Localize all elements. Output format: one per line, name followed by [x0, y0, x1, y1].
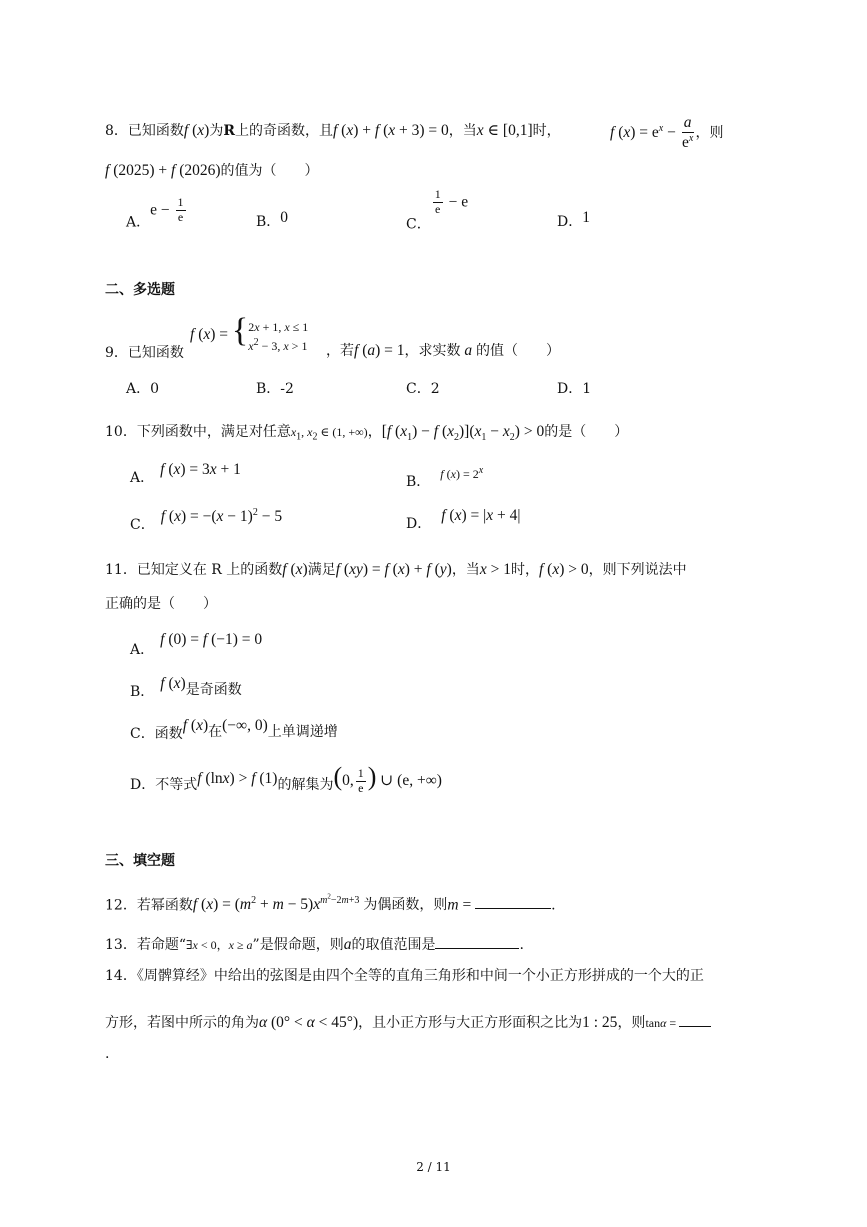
option-text: 不等式: [155, 777, 198, 793]
q13-number: 13．: [105, 937, 137, 953]
math: =: [458, 896, 476, 914]
math: (: [333, 762, 343, 791]
q11-text: ，则下列说法中: [588, 562, 687, 578]
q14-line3: .: [105, 1046, 110, 1062]
option-text: 的解集为: [277, 777, 334, 793]
math: x: [203, 326, 211, 343]
math: a: [343, 936, 352, 953]
math: f $(x) = (m^2 + m - 5)x^{m^2-2m+3}$: [192, 893, 360, 914]
math: (: [198, 326, 204, 343]
math: e: [435, 201, 441, 216]
q11-line2: 正确的是（ ）: [105, 596, 217, 612]
q10-number: 10．: [105, 424, 137, 440]
math: (2026): [179, 162, 221, 179]
q8-option-c: [406, 188, 468, 231]
q10-option-b: [406, 466, 483, 489]
q11-text: 已知定义在 R 上的函数: [136, 562, 283, 578]
math: (: [383, 122, 389, 139]
math: −: [663, 123, 680, 141]
option-label: D．: [557, 214, 583, 230]
q8-text: ，当: [448, 123, 477, 139]
q11-option-d: [130, 764, 442, 795]
q10-text: ，: [367, 424, 382, 440]
math: tanα =: [645, 1016, 680, 1030]
q8-option-d: [557, 210, 590, 229]
q10-text: 下列函数中，满足对任意: [136, 424, 291, 440]
q14-text: 《周髀算经》中给出的弦图是由四个全等的直角三角形和中间一个小正方形拼成的一个大的正: [136, 968, 704, 984]
q14-line1: [105, 969, 704, 983]
math: ) +: [353, 122, 375, 139]
q8-number: 8．: [105, 123, 128, 139]
math: ) = 1: [375, 342, 405, 359]
q8-text: ，则: [695, 124, 724, 141]
q12-text: 为偶函数，则: [363, 897, 448, 914]
math: (2025) +: [113, 162, 172, 179]
q14-text: ，则: [617, 1015, 646, 1031]
math: ) =: [210, 326, 232, 343]
math: ): [367, 762, 377, 791]
math: f: [374, 122, 384, 139]
math: (−∞, 0): [222, 717, 268, 734]
math-fraction: [682, 114, 694, 152]
q8-text: 上的奇函数，且: [234, 123, 333, 139]
q12-number: 12．: [105, 897, 137, 914]
math: ∃x < 0，x ≥ a: [186, 938, 253, 952]
math: a: [367, 342, 376, 359]
math: x: [476, 122, 484, 139]
q9-text: ，求实数: [404, 343, 461, 359]
q11-option-b: [130, 676, 242, 699]
option-label: B．: [130, 684, 155, 700]
math: x: [388, 122, 396, 139]
q12-line: [105, 894, 556, 913]
q8-text: 已知函数: [127, 123, 184, 139]
q8-text: 时，: [532, 123, 561, 139]
q14-number: 14．: [105, 968, 137, 984]
math: f (x): [282, 561, 308, 578]
math: 1: [177, 195, 184, 209]
q12-text: .: [551, 897, 556, 914]
option-label: D．: [130, 777, 156, 793]
math: f (x) > 0: [538, 561, 589, 578]
q11-line1: [105, 562, 687, 578]
math: 2x + 1, x ≤ 1: [248, 319, 309, 334]
q9-text: 已知函数: [127, 345, 184, 361]
answer-blank[interactable]: [435, 934, 519, 949]
math: x: [623, 123, 631, 141]
math: x: [346, 122, 354, 139]
q11-option-a: [130, 632, 262, 657]
math: f: [610, 123, 619, 141]
q9-line1b: [326, 343, 560, 359]
q11-option-c: [130, 718, 338, 741]
q11-text: 满足: [307, 562, 336, 578]
q11-number: 11．: [105, 562, 137, 578]
math-brace: {: [231, 312, 249, 349]
q13-text: 若命题“: [136, 937, 186, 953]
option-label: B．: [406, 474, 431, 490]
q13-line: [105, 934, 524, 953]
math-fraction: [356, 767, 366, 796]
math: f $(x) = 2^x$: [440, 465, 484, 481]
math: 1 : 25: [582, 1014, 618, 1031]
math: ): [204, 122, 210, 139]
math: 1: [434, 187, 441, 201]
option-label: D．: [406, 516, 432, 532]
q10-option-c: [130, 508, 282, 532]
math: − e: [444, 193, 469, 211]
math: a: [683, 114, 692, 131]
q14-line2: [105, 1012, 711, 1031]
q8-text: 的值为（ ）: [220, 163, 319, 179]
math-equation: f: [332, 122, 342, 139]
q9-option-a: A．0: [126, 381, 160, 397]
math: f (lnx) > f (1): [197, 770, 278, 787]
q9-line1: [105, 346, 184, 360]
math: e: [177, 209, 184, 224]
option-text: 是奇函数: [185, 682, 242, 698]
math: f (xy) = f (x) + f (y): [335, 561, 452, 578]
math: f: [105, 162, 114, 179]
q9-option-d: D．1: [557, 381, 592, 397]
math: α (0° < α < 45°): [259, 1014, 359, 1031]
q11-text: 时，: [510, 562, 539, 578]
math: x > 1: [479, 561, 511, 578]
math: $e^x$: [681, 132, 694, 151]
math: a: [460, 342, 477, 359]
math: f $(x) = -(x - 1)^2 - 5$: [160, 507, 283, 526]
math-cases: [248, 319, 308, 356]
math: x: [197, 122, 205, 139]
math: [f $(x_1) - f$ $(x_2)](x_1 - x_2) > 0$: [381, 423, 545, 444]
q10-option-d: [406, 508, 521, 531]
math-fx: f: [183, 122, 193, 139]
q8-option-b: [256, 210, 288, 229]
math: ∪ (e, +∞): [376, 772, 442, 789]
option-label: A．: [126, 214, 151, 231]
math: (: [192, 122, 198, 139]
math: x: [658, 123, 664, 135]
option-label: B．: [256, 214, 281, 230]
option-label: C．: [406, 216, 431, 233]
q11-text: ，当: [451, 562, 480, 578]
math: (: [362, 342, 368, 359]
math: f (x) = |x + 4|: [441, 507, 521, 524]
q10-option-a: [130, 462, 241, 485]
math: f (0) = f (−1) = 0: [160, 631, 263, 648]
q8-option-a: [126, 196, 188, 229]
q9-number: 9．: [105, 345, 128, 361]
q8-line1: [105, 123, 561, 139]
q9-text: 的值（ ）: [476, 343, 561, 359]
q14-text: 方形，若图中所示的角为: [105, 1015, 259, 1031]
math-fraction: [176, 196, 186, 225]
math: f (x): [182, 717, 209, 734]
math: $x^2 - 3$, x > 1: [248, 337, 308, 353]
answer-blank[interactable]: [475, 894, 551, 909]
answer-blank[interactable]: [679, 1012, 711, 1027]
q13-text: .: [519, 937, 524, 953]
section-title: 二、多选题: [105, 282, 175, 298]
math: f (x) = 3x + 1: [160, 461, 241, 478]
q12-text: 若幂函数: [136, 897, 193, 914]
math: $x_1$, $x_2$ ∈ (1, +∞): [290, 425, 368, 443]
q8-text: 为: [209, 123, 224, 139]
math: 1: [357, 765, 364, 780]
option-label: C．: [130, 726, 155, 742]
option-label: A．: [130, 642, 155, 658]
math: f: [354, 342, 363, 359]
q10-text: 的是（ ）: [544, 424, 629, 440]
math: f: [190, 326, 199, 343]
q14-text: ，且小正方形与大正方形面积之比为: [358, 1015, 583, 1031]
math: f (x): [160, 675, 186, 692]
option-text: 在: [208, 724, 223, 740]
q8-fx-def: [610, 114, 724, 152]
q9-option-b: B．-2: [256, 381, 294, 397]
q13-text: 的取值范围是: [351, 937, 436, 953]
option-text: 上单调递增: [267, 724, 338, 740]
q9-option-c: C．2: [406, 381, 440, 397]
option-value: 1: [582, 209, 590, 226]
math-fraction: [433, 188, 443, 217]
math: e: [358, 780, 364, 795]
q9-text: ，若: [326, 343, 354, 359]
math: f: [171, 162, 180, 179]
math: ) = e: [630, 123, 659, 141]
math: m: [447, 896, 459, 914]
q13-text: ”是假命题，则: [252, 937, 344, 953]
math: (: [341, 122, 347, 139]
option-value: 0: [280, 209, 289, 226]
q8-line2: [105, 163, 319, 179]
option-label: A．: [130, 470, 155, 486]
page-number: 2 / 11: [416, 1160, 451, 1174]
q10-line1: [105, 424, 628, 443]
math: e −: [150, 201, 174, 219]
option-text: 函数: [154, 726, 183, 742]
math: 0,: [342, 772, 354, 789]
math: (: [618, 123, 624, 141]
option-label: C．: [130, 517, 155, 534]
math: + 3) = 0: [395, 122, 449, 139]
q9-piecewise: [190, 314, 308, 355]
section-title: 三、填空题: [105, 853, 175, 869]
q8-real-set: R: [223, 123, 235, 139]
math: ∈ [0,1]: [483, 122, 533, 139]
